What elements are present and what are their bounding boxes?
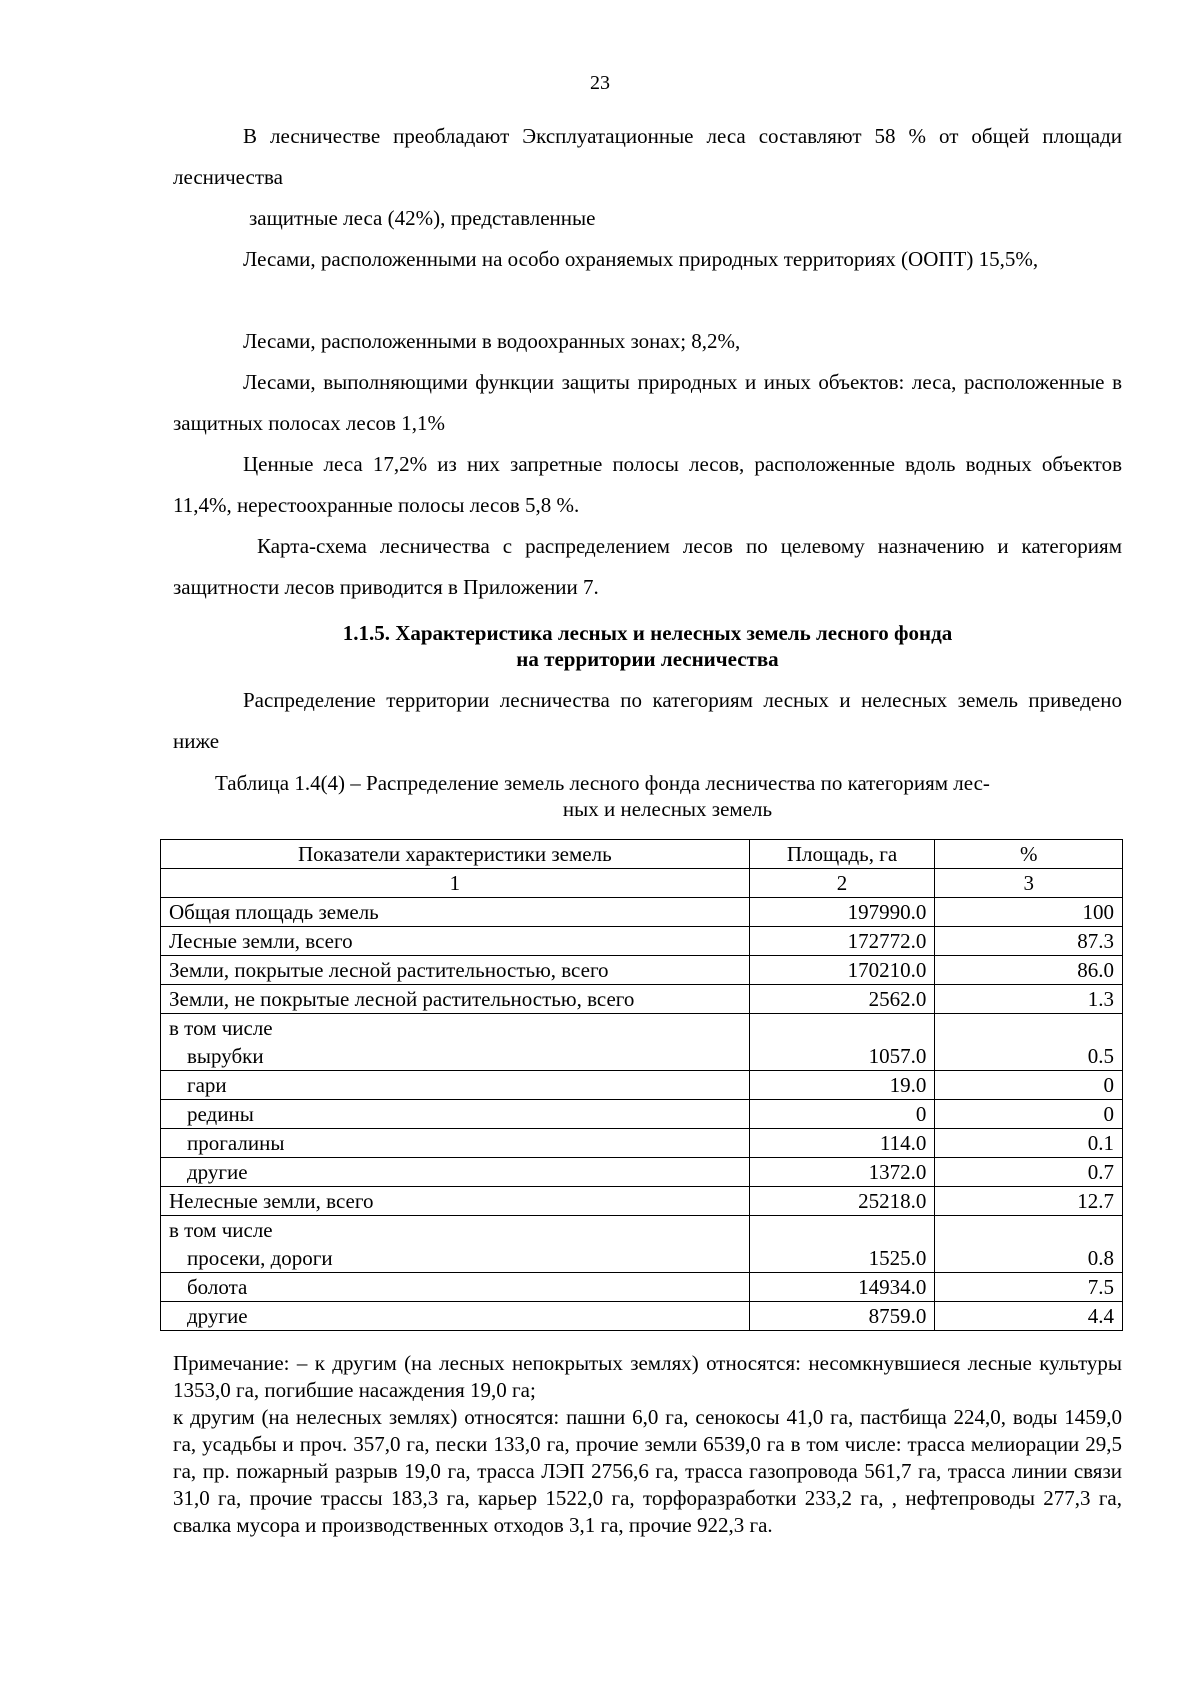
table-header-row — [161, 840, 1123, 869]
row-prefix: в том числе — [169, 1218, 273, 1242]
table-caption-line-2: ных и нелесных земель — [562, 797, 773, 821]
row-percent: 0.8 — [935, 1216, 1123, 1273]
row-sublabel: редины — [187, 1102, 254, 1126]
row-sublabel: другие — [187, 1160, 248, 1184]
row-percent: 12.7 — [935, 1187, 1123, 1216]
table-row — [161, 927, 1123, 956]
header-area: Площадь, га — [749, 840, 935, 869]
row-label — [161, 1273, 750, 1302]
row-percent: 0.7 — [935, 1158, 1123, 1187]
row-prefix: в том числе — [169, 1016, 273, 1040]
row-label — [161, 1014, 750, 1071]
paragraph-map-appendix: Карта-схема лесничества с распределением лесов по целевому назначению и категориям защитности лесов приводится в Приложении 7. — [173, 534, 1122, 599]
column-number-1: 1 — [161, 869, 750, 898]
note-forest-others: Примечание: – к другим (на лесных непокрытых землях) относятся: несомкнувшиеся лесные культуры 1353,0 га, погибшие насаждения 19,0 га; — [173, 1351, 1122, 1402]
row-percent: 86.0 — [935, 956, 1123, 985]
row-area: 2562.0 — [749, 985, 935, 1014]
table-row — [161, 1216, 1123, 1273]
row-percent: 7.5 — [935, 1273, 1123, 1302]
paragraph-valuable-forests: Ценные леса 17,2% из них запретные полосы лесов, расположенные вдоль водных объектов 11,4%, нерестоохранные полосы лесов 5,8 %. — [173, 452, 1122, 517]
row-label — [161, 1302, 750, 1331]
row-sublabel: другие — [187, 1304, 248, 1328]
section-heading — [173, 620, 1122, 672]
row-sublabel: прогалины — [187, 1131, 285, 1155]
table-caption — [173, 770, 1122, 822]
row-area: 170210.0 — [749, 956, 935, 985]
row-label: Общая площадь земель — [161, 898, 750, 927]
row-area: 197990.0 — [749, 898, 935, 927]
row-percent: 0.1 — [935, 1129, 1123, 1158]
table-row — [161, 898, 1123, 927]
paragraph-exploitation-forests: В лесничестве преобладают Эксплуатационные леса составляют 58 % от общей площади лесничества — [173, 124, 1122, 189]
table-row — [161, 1014, 1123, 1071]
table-row — [161, 1273, 1123, 1302]
paragraph-protective-forests: защитные леса (42%), представленные — [249, 206, 596, 230]
table-row — [161, 985, 1123, 1014]
row-sublabel: болота — [187, 1275, 248, 1299]
row-label — [161, 1071, 750, 1100]
table-note — [173, 1350, 1122, 1539]
header-indicators: Показатели характеристики земель — [161, 840, 750, 869]
column-number-3: 3 — [935, 869, 1123, 898]
paragraph-table-intro: Распределение территории лесничества по категориям лесных и нелесных земель приведено ниже — [173, 688, 1122, 753]
row-sublabel: просеки, дороги — [187, 1246, 333, 1270]
row-sublabel: гари — [187, 1073, 227, 1097]
row-area: 1525.0 — [749, 1216, 935, 1273]
table-row — [161, 1071, 1123, 1100]
table-row — [161, 1187, 1123, 1216]
row-percent: 4.4 — [935, 1302, 1123, 1331]
row-label — [161, 1158, 750, 1187]
row-label: Земли, покрытые лесной растительностью, всего — [161, 956, 750, 985]
table-row — [161, 1129, 1123, 1158]
row-area: 19.0 — [749, 1071, 935, 1100]
row-label: Нелесные земли, всего — [161, 1187, 750, 1216]
row-area: 14934.0 — [749, 1273, 935, 1302]
row-percent: 87.3 — [935, 927, 1123, 956]
table-caption-line-1: Таблица 1.4(4) – Распределение земель лесного фонда лесничества по категориям лес- — [215, 771, 990, 795]
paragraph-object-protection-forests: Лесами, выполняющими функции защиты природных и иных объектов: леса, расположенные в защитных полосах лесов 1,1% — [173, 370, 1122, 435]
row-label — [161, 1129, 750, 1158]
section-heading-line-1: 1.1.5. Характеристика лесных и нелесных земель лесного фонда — [342, 621, 953, 645]
table-row — [161, 1158, 1123, 1187]
header-percent: % — [935, 840, 1123, 869]
table-row — [161, 1100, 1123, 1129]
land-distribution-table — [160, 839, 1123, 1331]
paragraph-water-zone-forests: Лесами, расположенными в водоохранных зонах; 8,2%, — [243, 329, 741, 353]
row-label — [161, 1216, 750, 1273]
row-area: 1057.0 — [749, 1014, 935, 1071]
column-number-2: 2 — [749, 869, 935, 898]
row-percent: 0.5 — [935, 1014, 1123, 1071]
row-area: 0 — [749, 1100, 935, 1129]
table-row — [161, 956, 1123, 985]
page-number: 23 — [590, 72, 610, 94]
row-area: 114.0 — [749, 1129, 935, 1158]
row-label — [161, 1100, 750, 1129]
row-percent: 0 — [935, 1100, 1123, 1129]
row-percent: 100 — [935, 898, 1123, 927]
row-sublabel: вырубки — [187, 1044, 264, 1068]
row-percent: 1.3 — [935, 985, 1123, 1014]
paragraph-oopt-forests: Лесами, расположенными на особо охраняемых природных территориях (ООПТ) 15,5%, — [243, 247, 1039, 271]
row-area: 1372.0 — [749, 1158, 935, 1187]
table-row — [161, 1302, 1123, 1331]
note-nonforest-others: к другим (на нелесных землях) относятся: пашни 6,0 га, сенокосы 41,0 га, пастбища 224,0, воды 1459,0 га, усадьбы и проч. 357,0 га, пески 133,0 га, прочие земли 6539,0 га в том числе: трасса мелиорации 29,5 га, пр. пожарный разрыв 19,0 га, трасса ЛЭП 2756,6 га, трасса газопровода 561,7 га, трасса линии связи 31,0 га, прочие трассы 183,3 га, карьер 1522,0 га, торфоразработки 233,2 га, , нефтепроводы 277,3 га, свалка мусора и производственных отходов 3,1 га, прочие 922,3 га. — [173, 1405, 1122, 1537]
row-percent: 0 — [935, 1071, 1123, 1100]
row-label: Лесные земли, всего — [161, 927, 750, 956]
section-heading-line-2: на территории лесничества — [516, 647, 779, 671]
row-area: 172772.0 — [749, 927, 935, 956]
table-column-numbers-row — [161, 869, 1123, 898]
row-area: 8759.0 — [749, 1302, 935, 1331]
row-label: Земли, не покрытые лесной растительностью, всего — [161, 985, 750, 1014]
row-area: 25218.0 — [749, 1187, 935, 1216]
